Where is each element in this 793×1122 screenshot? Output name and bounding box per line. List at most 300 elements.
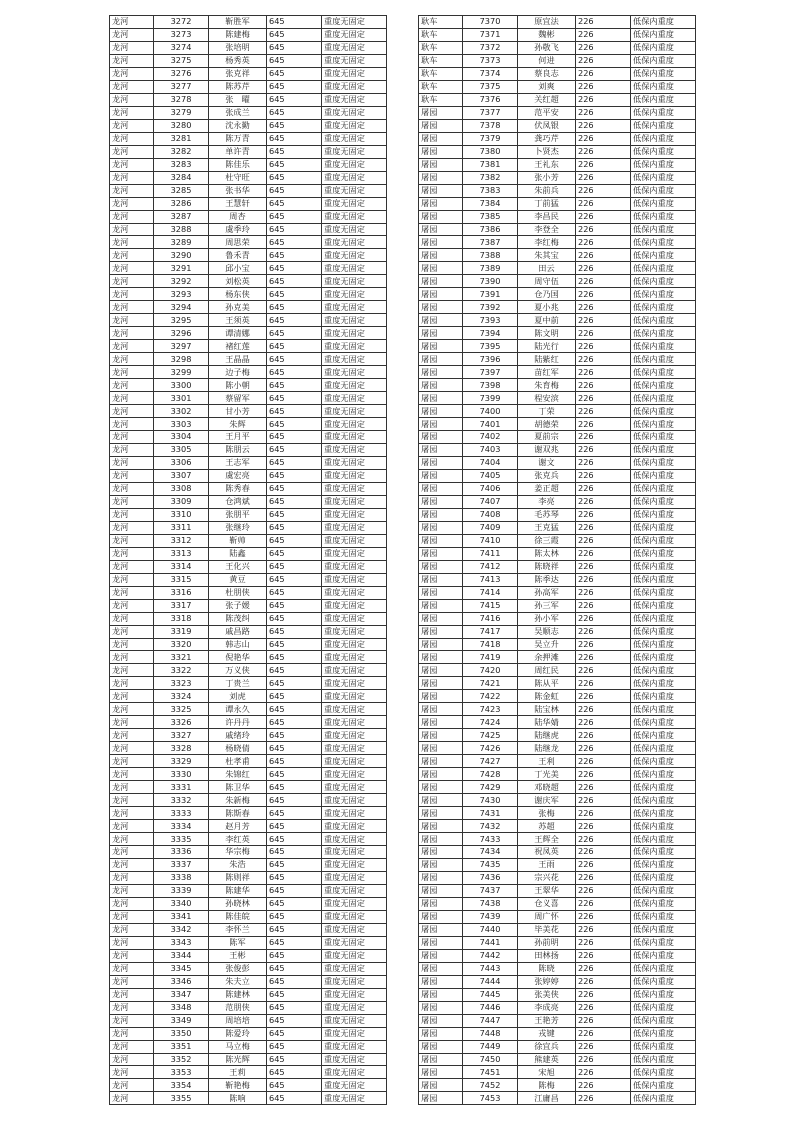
amount-cell: 645 bbox=[267, 755, 322, 768]
type-cell: 低保内重度 bbox=[631, 1079, 696, 1092]
table-row bbox=[110, 197, 387, 210]
number-cell: 7409 bbox=[463, 521, 518, 534]
region-cell: 屠园 bbox=[419, 547, 463, 560]
table-row bbox=[419, 612, 696, 625]
table-row bbox=[419, 768, 696, 781]
name-cell: 蔡留军 bbox=[209, 392, 267, 405]
amount-cell: 226 bbox=[576, 327, 631, 340]
type-cell: 重度无固定 bbox=[322, 288, 387, 301]
region-cell: 龙河 bbox=[110, 418, 154, 431]
number-cell: 7410 bbox=[463, 534, 518, 547]
number-cell: 3281 bbox=[154, 132, 209, 145]
table-row bbox=[110, 132, 387, 145]
type-cell: 低保内重度 bbox=[631, 638, 696, 651]
region-cell: 龙河 bbox=[110, 651, 154, 664]
number-cell: 3334 bbox=[154, 820, 209, 833]
table-row bbox=[419, 28, 696, 41]
amount-cell: 226 bbox=[576, 975, 631, 988]
name-cell: 周思荣 bbox=[209, 236, 267, 249]
table-row bbox=[110, 1066, 387, 1079]
name-cell: 朱其宝 bbox=[518, 249, 576, 262]
name-cell: 仓义喜 bbox=[518, 897, 576, 910]
number-cell: 7405 bbox=[463, 469, 518, 482]
name-cell: 王克猛 bbox=[518, 521, 576, 534]
region-cell: 龙河 bbox=[110, 93, 154, 106]
name-cell: 夏前宗 bbox=[518, 431, 576, 444]
number-cell: 3273 bbox=[154, 28, 209, 41]
amount-cell: 226 bbox=[576, 521, 631, 534]
amount-cell: 645 bbox=[267, 392, 322, 405]
table-row bbox=[110, 884, 387, 897]
type-cell: 重度无固定 bbox=[322, 197, 387, 210]
table-row bbox=[419, 145, 696, 158]
type-cell: 低保内重度 bbox=[631, 1040, 696, 1053]
type-cell: 重度无固定 bbox=[322, 599, 387, 612]
number-cell: 3341 bbox=[154, 910, 209, 923]
number-cell: 7414 bbox=[463, 586, 518, 599]
number-cell: 3288 bbox=[154, 223, 209, 236]
region-cell: 龙河 bbox=[110, 54, 154, 67]
region-cell: 屠园 bbox=[419, 301, 463, 314]
number-cell: 7407 bbox=[463, 495, 518, 508]
region-cell: 屠园 bbox=[419, 988, 463, 1001]
table-row bbox=[419, 405, 696, 418]
name-cell: 张成兰 bbox=[209, 106, 267, 119]
region-cell: 龙河 bbox=[110, 560, 154, 573]
table-row bbox=[419, 910, 696, 923]
table-row bbox=[110, 288, 387, 301]
type-cell: 低保内重度 bbox=[631, 625, 696, 638]
region-cell: 龙河 bbox=[110, 638, 154, 651]
number-cell: 3345 bbox=[154, 962, 209, 975]
amount-cell: 226 bbox=[576, 171, 631, 184]
type-cell: 低保内重度 bbox=[631, 936, 696, 949]
amount-cell: 226 bbox=[576, 132, 631, 145]
region-cell: 龙河 bbox=[110, 794, 154, 807]
number-cell: 3296 bbox=[154, 327, 209, 340]
region-cell: 龙河 bbox=[110, 249, 154, 262]
table-row bbox=[419, 560, 696, 573]
number-cell: 3279 bbox=[154, 106, 209, 119]
amount-cell: 226 bbox=[576, 858, 631, 871]
name-cell: 孙小军 bbox=[518, 612, 576, 625]
type-cell: 重度无固定 bbox=[322, 262, 387, 275]
type-cell: 低保内重度 bbox=[631, 158, 696, 171]
region-cell: 龙河 bbox=[110, 28, 154, 41]
amount-cell: 226 bbox=[576, 236, 631, 249]
type-cell: 重度无固定 bbox=[322, 794, 387, 807]
name-cell: 陈小朝 bbox=[209, 379, 267, 392]
amount-cell: 645 bbox=[267, 340, 322, 353]
region-cell: 屠园 bbox=[419, 288, 463, 301]
table-row bbox=[110, 910, 387, 923]
name-cell: 蔡良志 bbox=[518, 67, 576, 80]
name-cell: 杜守旺 bbox=[209, 171, 267, 184]
number-cell: 3313 bbox=[154, 547, 209, 560]
amount-cell: 645 bbox=[267, 534, 322, 547]
region-cell: 龙河 bbox=[110, 119, 154, 132]
region-cell: 屠园 bbox=[419, 184, 463, 197]
number-cell: 3343 bbox=[154, 936, 209, 949]
table-row bbox=[110, 262, 387, 275]
type-cell: 重度无固定 bbox=[322, 871, 387, 884]
number-cell: 7443 bbox=[463, 962, 518, 975]
table-row bbox=[110, 833, 387, 846]
amount-cell: 226 bbox=[576, 1092, 631, 1105]
region-cell: 屠园 bbox=[419, 119, 463, 132]
amount-cell: 645 bbox=[267, 781, 322, 794]
number-cell: 3309 bbox=[154, 495, 209, 508]
number-cell: 7391 bbox=[463, 288, 518, 301]
region-cell: 耿车 bbox=[419, 54, 463, 67]
type-cell: 低保内重度 bbox=[631, 1092, 696, 1105]
amount-cell: 645 bbox=[267, 599, 322, 612]
type-cell: 低保内重度 bbox=[631, 781, 696, 794]
region-cell: 龙河 bbox=[110, 664, 154, 677]
name-cell: 王辉全 bbox=[518, 833, 576, 846]
number-cell: 7397 bbox=[463, 366, 518, 379]
number-cell: 7383 bbox=[463, 184, 518, 197]
region-cell: 屠园 bbox=[419, 158, 463, 171]
name-cell: 胡德荣 bbox=[518, 418, 576, 431]
table-row bbox=[110, 392, 387, 405]
number-cell: 3351 bbox=[154, 1040, 209, 1053]
table-row bbox=[419, 288, 696, 301]
number-cell: 7393 bbox=[463, 314, 518, 327]
type-cell: 低保内重度 bbox=[631, 703, 696, 716]
amount-cell: 645 bbox=[267, 897, 322, 910]
name-cell: 王莉 bbox=[209, 1066, 267, 1079]
number-cell: 7403 bbox=[463, 443, 518, 456]
name-cell: 王月平 bbox=[209, 431, 267, 444]
amount-cell: 226 bbox=[576, 794, 631, 807]
number-cell: 7370 bbox=[463, 16, 518, 29]
type-cell: 低保内重度 bbox=[631, 508, 696, 521]
amount-cell: 226 bbox=[576, 301, 631, 314]
region-cell: 龙河 bbox=[110, 210, 154, 223]
type-cell: 重度无固定 bbox=[322, 171, 387, 184]
type-cell: 低保内重度 bbox=[631, 820, 696, 833]
number-cell: 7431 bbox=[463, 807, 518, 820]
region-cell: 屠园 bbox=[419, 599, 463, 612]
table-row bbox=[110, 975, 387, 988]
name-cell: 陈佳乐 bbox=[209, 158, 267, 171]
type-cell: 低保内重度 bbox=[631, 301, 696, 314]
region-cell: 龙河 bbox=[110, 988, 154, 1001]
table-row bbox=[110, 366, 387, 379]
number-cell: 7421 bbox=[463, 677, 518, 690]
type-cell: 低保内重度 bbox=[631, 262, 696, 275]
type-cell: 重度无固定 bbox=[322, 93, 387, 106]
type-cell: 低保内重度 bbox=[631, 677, 696, 690]
amount-cell: 645 bbox=[267, 871, 322, 884]
table-row bbox=[419, 431, 696, 444]
name-cell: 吴顺志 bbox=[518, 625, 576, 638]
region-cell: 龙河 bbox=[110, 625, 154, 638]
type-cell: 低保内重度 bbox=[631, 807, 696, 820]
type-cell: 低保内重度 bbox=[631, 1053, 696, 1066]
number-cell: 7378 bbox=[463, 119, 518, 132]
name-cell: 王志军 bbox=[209, 456, 267, 469]
type-cell: 低保内重度 bbox=[631, 664, 696, 677]
type-cell: 重度无固定 bbox=[322, 340, 387, 353]
name-cell: 王晶晶 bbox=[209, 353, 267, 366]
amount-cell: 645 bbox=[267, 1079, 322, 1092]
type-cell: 低保内重度 bbox=[631, 534, 696, 547]
type-cell: 低保内重度 bbox=[631, 80, 696, 93]
amount-cell: 226 bbox=[576, 547, 631, 560]
region-cell: 龙河 bbox=[110, 703, 154, 716]
number-cell: 3305 bbox=[154, 443, 209, 456]
number-cell: 7379 bbox=[463, 132, 518, 145]
table-row bbox=[110, 1040, 387, 1053]
number-cell: 3274 bbox=[154, 41, 209, 54]
amount-cell: 226 bbox=[576, 28, 631, 41]
type-cell: 低保内重度 bbox=[631, 119, 696, 132]
type-cell: 重度无固定 bbox=[322, 132, 387, 145]
region-cell: 龙河 bbox=[110, 807, 154, 820]
region-cell: 龙河 bbox=[110, 16, 154, 29]
number-cell: 3289 bbox=[154, 236, 209, 249]
name-cell: 陈响 bbox=[209, 1092, 267, 1105]
amount-cell: 645 bbox=[267, 664, 322, 677]
region-cell: 屠园 bbox=[419, 106, 463, 119]
table-row bbox=[110, 703, 387, 716]
table-row bbox=[419, 988, 696, 1001]
amount-cell: 226 bbox=[576, 781, 631, 794]
region-cell: 龙河 bbox=[110, 1027, 154, 1040]
name-cell: 王雨 bbox=[518, 858, 576, 871]
name-cell: 宗兴花 bbox=[518, 871, 576, 884]
name-cell: 朱前兵 bbox=[518, 184, 576, 197]
table-row bbox=[110, 482, 387, 495]
number-cell: 7441 bbox=[463, 936, 518, 949]
table-row bbox=[110, 794, 387, 807]
table-row bbox=[419, 755, 696, 768]
type-cell: 低保内重度 bbox=[631, 210, 696, 223]
region-cell: 龙河 bbox=[110, 1014, 154, 1027]
number-cell: 3285 bbox=[154, 184, 209, 197]
amount-cell: 226 bbox=[576, 482, 631, 495]
region-cell: 屠园 bbox=[419, 482, 463, 495]
name-cell: 邓晓超 bbox=[518, 781, 576, 794]
amount-cell: 226 bbox=[576, 768, 631, 781]
name-cell: 王礼东 bbox=[518, 158, 576, 171]
table-row bbox=[419, 846, 696, 859]
name-cell: 张俊彭 bbox=[209, 962, 267, 975]
number-cell: 3352 bbox=[154, 1053, 209, 1066]
region-cell: 龙河 bbox=[110, 871, 154, 884]
left-table bbox=[109, 15, 387, 1105]
table-row bbox=[110, 1079, 387, 1092]
type-cell: 重度无固定 bbox=[322, 314, 387, 327]
name-cell: 夏中前 bbox=[518, 314, 576, 327]
table-row bbox=[110, 223, 387, 236]
table-row bbox=[110, 638, 387, 651]
region-cell: 屠园 bbox=[419, 781, 463, 794]
region-cell: 龙河 bbox=[110, 80, 154, 93]
table-row bbox=[110, 586, 387, 599]
region-cell: 屠园 bbox=[419, 923, 463, 936]
type-cell: 重度无固定 bbox=[322, 431, 387, 444]
name-cell: 李红梅 bbox=[518, 236, 576, 249]
type-cell: 重度无固定 bbox=[322, 249, 387, 262]
name-cell: 陆宝林 bbox=[518, 703, 576, 716]
region-cell: 龙河 bbox=[110, 171, 154, 184]
table-row bbox=[419, 508, 696, 521]
name-cell: 伏凤银 bbox=[518, 119, 576, 132]
region-cell: 耿车 bbox=[419, 67, 463, 80]
region-cell: 屠园 bbox=[419, 508, 463, 521]
table-row bbox=[419, 379, 696, 392]
type-cell: 低保内重度 bbox=[631, 755, 696, 768]
table-row bbox=[110, 301, 387, 314]
type-cell: 低保内重度 bbox=[631, 586, 696, 599]
type-cell: 重度无固定 bbox=[322, 768, 387, 781]
name-cell: 周培培 bbox=[209, 1014, 267, 1027]
amount-cell: 226 bbox=[576, 1001, 631, 1014]
number-cell: 7424 bbox=[463, 716, 518, 729]
region-cell: 屠园 bbox=[419, 625, 463, 638]
type-cell: 重度无固定 bbox=[322, 716, 387, 729]
amount-cell: 226 bbox=[576, 573, 631, 586]
name-cell: 王艳芳 bbox=[518, 1014, 576, 1027]
amount-cell: 645 bbox=[267, 16, 322, 29]
region-cell: 屠园 bbox=[419, 975, 463, 988]
number-cell: 3349 bbox=[154, 1014, 209, 1027]
amount-cell: 226 bbox=[576, 1079, 631, 1092]
table-row bbox=[110, 729, 387, 742]
region-cell: 龙河 bbox=[110, 236, 154, 249]
amount-cell: 226 bbox=[576, 119, 631, 132]
name-cell: 毛苏琴 bbox=[518, 508, 576, 521]
type-cell: 低保内重度 bbox=[631, 197, 696, 210]
type-cell: 重度无固定 bbox=[322, 781, 387, 794]
type-cell: 重度无固定 bbox=[322, 418, 387, 431]
name-cell: 赵月芳 bbox=[209, 820, 267, 833]
region-cell: 屠园 bbox=[419, 379, 463, 392]
name-cell: 虞宏亮 bbox=[209, 469, 267, 482]
amount-cell: 226 bbox=[576, 599, 631, 612]
number-cell: 7380 bbox=[463, 145, 518, 158]
name-cell: 陈秀春 bbox=[209, 482, 267, 495]
region-cell: 龙河 bbox=[110, 1092, 154, 1105]
type-cell: 重度无固定 bbox=[322, 469, 387, 482]
type-cell: 重度无固定 bbox=[322, 923, 387, 936]
region-cell: 耿车 bbox=[419, 28, 463, 41]
amount-cell: 645 bbox=[267, 846, 322, 859]
table-row bbox=[110, 1092, 387, 1105]
region-cell: 屠园 bbox=[419, 716, 463, 729]
type-cell: 重度无固定 bbox=[322, 210, 387, 223]
region-cell: 屠园 bbox=[419, 210, 463, 223]
type-cell: 低保内重度 bbox=[631, 495, 696, 508]
name-cell: 张 曜 bbox=[209, 93, 267, 106]
table-row bbox=[419, 16, 696, 29]
table-row bbox=[110, 599, 387, 612]
type-cell: 重度无固定 bbox=[322, 534, 387, 547]
type-cell: 低保内重度 bbox=[631, 521, 696, 534]
type-cell: 低保内重度 bbox=[631, 910, 696, 923]
name-cell: 丁荣 bbox=[518, 405, 576, 418]
amount-cell: 226 bbox=[576, 392, 631, 405]
amount-cell: 226 bbox=[576, 560, 631, 573]
table-row bbox=[419, 418, 696, 431]
name-cell: 王彬 bbox=[209, 949, 267, 962]
type-cell: 低保内重度 bbox=[631, 897, 696, 910]
number-cell: 7434 bbox=[463, 846, 518, 859]
region-cell: 屠园 bbox=[419, 651, 463, 664]
number-cell: 3308 bbox=[154, 482, 209, 495]
name-cell: 何进 bbox=[518, 54, 576, 67]
type-cell: 低保内重度 bbox=[631, 547, 696, 560]
number-cell: 3290 bbox=[154, 249, 209, 262]
number-cell: 3355 bbox=[154, 1092, 209, 1105]
type-cell: 重度无固定 bbox=[322, 1092, 387, 1105]
name-cell: 张美侠 bbox=[518, 988, 576, 1001]
table-row bbox=[419, 482, 696, 495]
name-cell: 魏彬 bbox=[518, 28, 576, 41]
number-cell: 7433 bbox=[463, 833, 518, 846]
name-cell: 范平安 bbox=[518, 106, 576, 119]
number-cell: 3280 bbox=[154, 119, 209, 132]
name-cell: 倪艳华 bbox=[209, 651, 267, 664]
table-row bbox=[419, 573, 696, 586]
table-row bbox=[110, 690, 387, 703]
region-cell: 龙河 bbox=[110, 275, 154, 288]
table-row bbox=[419, 67, 696, 80]
table-row bbox=[419, 93, 696, 106]
number-cell: 3272 bbox=[154, 16, 209, 29]
name-cell: 朱新梅 bbox=[209, 794, 267, 807]
table-row bbox=[419, 1027, 696, 1040]
amount-cell: 226 bbox=[576, 340, 631, 353]
region-cell: 屠园 bbox=[419, 833, 463, 846]
name-cell: 孙前明 bbox=[518, 936, 576, 949]
type-cell: 重度无固定 bbox=[322, 301, 387, 314]
type-cell: 重度无固定 bbox=[322, 560, 387, 573]
number-cell: 3353 bbox=[154, 1066, 209, 1079]
region-cell: 屠园 bbox=[419, 275, 463, 288]
amount-cell: 645 bbox=[267, 716, 322, 729]
type-cell: 重度无固定 bbox=[322, 28, 387, 41]
amount-cell: 226 bbox=[576, 145, 631, 158]
amount-cell: 645 bbox=[267, 405, 322, 418]
number-cell: 7388 bbox=[463, 249, 518, 262]
table-row bbox=[419, 651, 696, 664]
amount-cell: 645 bbox=[267, 858, 322, 871]
amount-cell: 645 bbox=[267, 768, 322, 781]
table-row bbox=[110, 534, 387, 547]
number-cell: 3327 bbox=[154, 729, 209, 742]
type-cell: 重度无固定 bbox=[322, 677, 387, 690]
region-cell: 屠园 bbox=[419, 1066, 463, 1079]
amount-cell: 645 bbox=[267, 508, 322, 521]
name-cell: 熊建英 bbox=[518, 1053, 576, 1066]
amount-cell: 645 bbox=[267, 547, 322, 560]
name-cell: 王须英 bbox=[209, 314, 267, 327]
table-row bbox=[419, 275, 696, 288]
amount-cell: 226 bbox=[576, 936, 631, 949]
type-cell: 重度无固定 bbox=[322, 1079, 387, 1092]
name-cell: 杜孝甫 bbox=[209, 755, 267, 768]
name-cell: 孙三军 bbox=[518, 599, 576, 612]
region-cell: 龙河 bbox=[110, 456, 154, 469]
table-row bbox=[110, 521, 387, 534]
amount-cell: 226 bbox=[576, 884, 631, 897]
amount-cell: 645 bbox=[267, 1066, 322, 1079]
region-cell: 龙河 bbox=[110, 379, 154, 392]
